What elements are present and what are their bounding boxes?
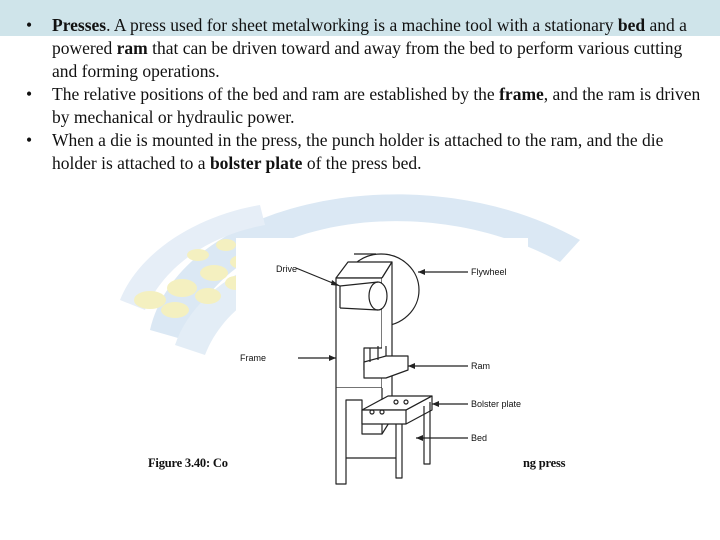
- term-ram: ram: [116, 38, 148, 58]
- bullet-text: [52, 15, 687, 81]
- term-bolster-plate: bolster plate: [209, 153, 303, 173]
- bullet-item-presses: [18, 14, 708, 83]
- bullet-item-frame: [18, 83, 708, 129]
- term-bed: bed: [617, 15, 646, 35]
- drive-cylinder-end: [369, 282, 387, 310]
- label-ram: Ram: [471, 361, 491, 371]
- bullet-item-die: [18, 129, 708, 175]
- text-run: . A press used for sheet metalworking is a machine tool with a stationary: [106, 15, 618, 35]
- text-run: , and the ram is driven by mechanical or hydraulic power.: [52, 84, 701, 127]
- label-bed: Bed: [471, 433, 488, 443]
- label-frame: Frame: [240, 353, 267, 363]
- label-flywheel: Flywheel: [471, 267, 507, 277]
- figure-caption-right: ng press: [523, 456, 566, 470]
- figure-panel: [236, 238, 528, 500]
- bullet-marker: •: [26, 15, 33, 35]
- text-run: When a die is mounted in the press, the punch holder is attached to the ram, and the die holder is attached to a: [52, 130, 664, 173]
- bullet-text: [52, 84, 700, 127]
- bullet-marker: •: [26, 84, 33, 104]
- text-run: of the press bed.: [302, 153, 422, 173]
- bullet-list: [18, 14, 708, 175]
- press-diagram: [236, 238, 528, 500]
- label-bolster-plate: Bolster plate: [471, 399, 522, 409]
- text-run: that can be driven toward and away from the bed to perform various cutting and forming operations.: [52, 38, 683, 81]
- text-run: and a powered: [52, 15, 687, 58]
- term-frame: frame: [499, 84, 544, 104]
- term-presses: Presses: [52, 15, 107, 35]
- label-drive: Drive: [276, 264, 298, 274]
- leg-front: [396, 424, 402, 478]
- bullet-text: [52, 130, 663, 173]
- bullet-marker: •: [26, 130, 33, 150]
- text-run: The relative positions of the bed and ram are established by the: [52, 84, 500, 104]
- figure-caption-left: Figure 3.40: Co: [148, 456, 228, 470]
